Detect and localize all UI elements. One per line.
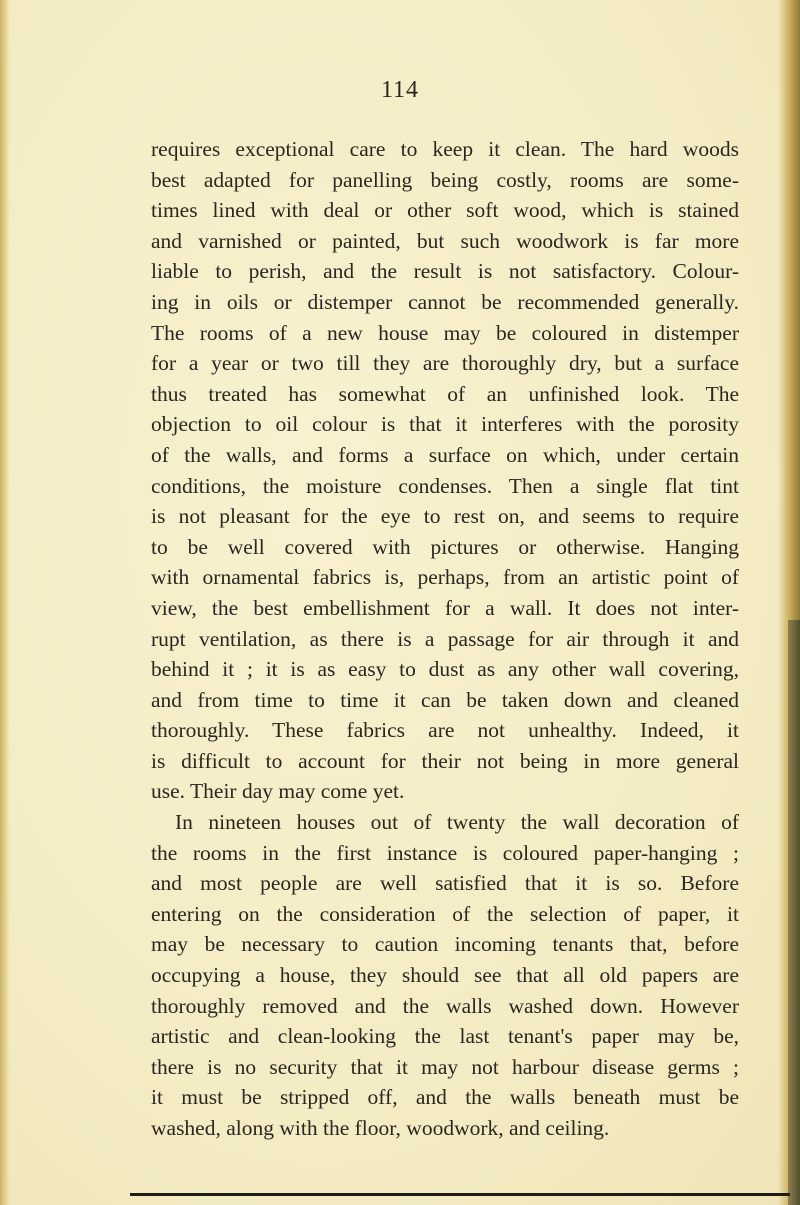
text-line: ing in oils or distemper cannot be recommended generally. [151,289,739,314]
bottom-rule [130,1193,790,1196]
text-line: conditions, the moisture condenses. Then a single flat tint [151,473,739,498]
text-line: thoroughly. These fabrics are not unhealthy. Indeed, it [151,718,739,743]
text-line: of the walls, and forms a surface on which, under certain [151,442,739,467]
text-line: In nineteen houses out of twenty the wall decoration of [175,810,739,835]
text-line: rupt ventilation, as there is a passage for air through it and [151,626,739,651]
text-line: requires exceptional care to keep it clean. The hard woods [151,137,739,161]
paragraph-1 [151,134,739,807]
text-line: the rooms in the first instance is coloured paper-hanging ; [151,840,739,865]
text-line: and varnished or painted, but such woodwork is far more [151,228,739,253]
text-line: it must be stripped off, and the walls beneath must be [151,1085,739,1110]
text-line: with ornamental fabrics is, perhaps, from an artistic point of [151,565,739,590]
page-left-edge [0,0,10,1205]
text-line: is not pleasant for the eye to rest on, and seems to require [151,504,739,529]
text-line: occupying a house, they should see that all old papers are [151,963,739,988]
text-line: thus treated has somewhat of an unfinished look. The [151,381,739,406]
paragraph-2 [151,807,739,1144]
text-line: The rooms of a new house may be coloured in distemper [151,320,739,345]
text-line: washed, along with the floor, woodwork, and ceiling. [151,1116,610,1140]
text-line: there is no security that it may not harbour disease germs ; [151,1054,739,1079]
text-line: view, the best embellishment for a wall. It does not inter- [151,595,739,620]
text-line: and from time to time it can be taken down and cleaned [151,687,739,712]
text-line: liable to perish, and the result is not satisfactory. Colour- [151,259,739,284]
text-line: best adapted for panelling being costly, rooms are some- [151,167,739,192]
page-number: 114 [380,77,420,103]
text-line: artistic and clean-looking the last tenant's paper may be, [151,1024,739,1049]
page-binding-shadow [788,620,800,1205]
text-line: may be necessary to caution incoming tenants that, before [151,932,739,957]
text-line: behind it ; it is as easy to dust as any other wall covering, [151,657,739,682]
text-line: and most people are well satisfied that it is so. Before [151,871,739,896]
text-line: use. Their day may come yet. [151,779,405,804]
text-line: thoroughly removed and the walls washed down. However [151,993,739,1018]
text-line: to be well covered with pictures or otherwise. Hanging [151,534,739,559]
text-line: entering on the consideration of the selection of paper, it [151,901,739,926]
text-line: for a year or two till they are thoroughly dry, but a surface [151,351,739,376]
body-text [151,134,739,1144]
text-line: times lined with deal or other soft wood, which is stained [151,198,739,223]
text-line: objection to oil colour is that it interferes with the porosity [151,412,739,437]
text-line: is difficult to account for their not being in more general [151,748,739,773]
